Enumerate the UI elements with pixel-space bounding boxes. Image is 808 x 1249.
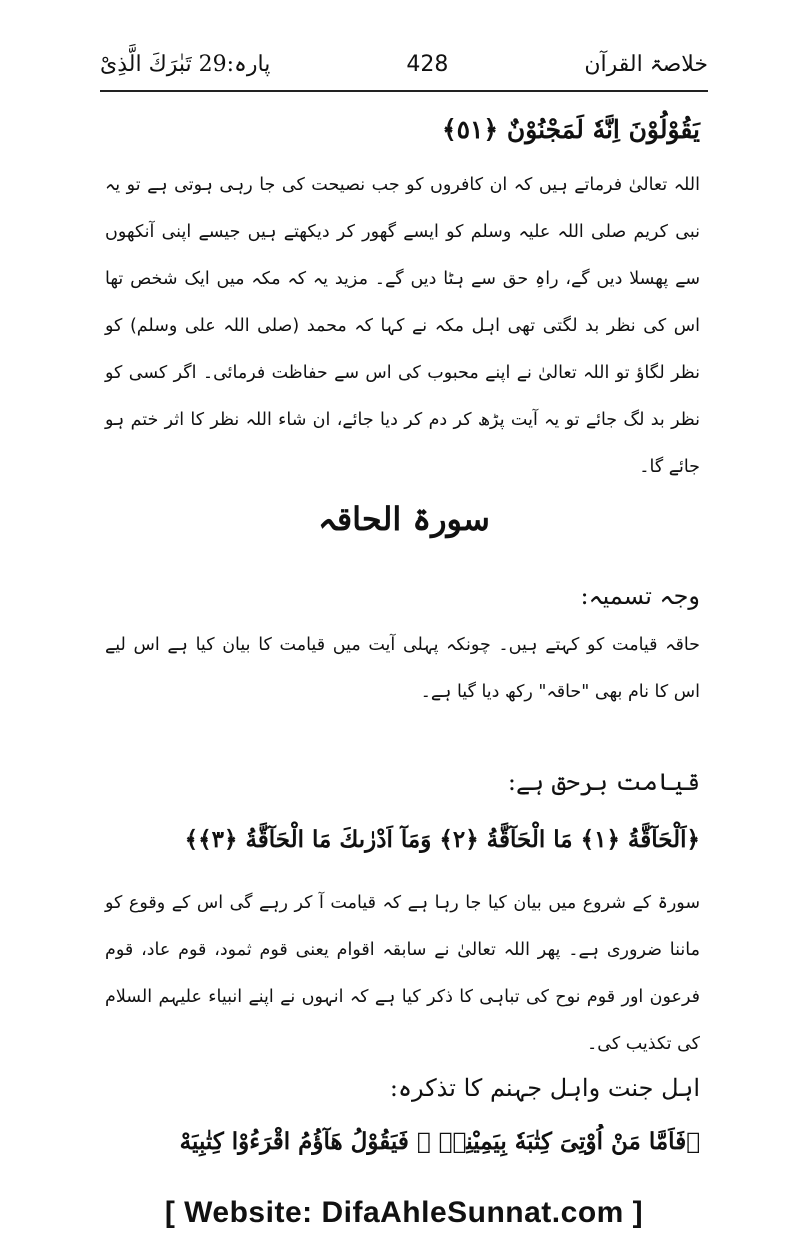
- section-3-heading: اہل جنت واہل جہنم کا تذکرہ:: [389, 1074, 700, 1102]
- section-1-text: حاقہ قیامت کو کہتے ہیں۔ چونکہ پہلی آیت میں قیامت کا بیان کیا ہے اس لیے اس کا نام بھی "حاقہ" رکھ دیا گیا ہے۔: [105, 635, 700, 702]
- paragraph-1: اللہ تعالیٰ فرماتے ہیں کہ ان کافروں کو جب نصیحت کی جا رہی ہوتی ہے تو یہ نبی کریم صلی اللہ علیہ وسلم کو ایسے گھور کر دیکھتے ہیں جیسے اپنی آنکھوں سے پھسلا دیں گے، راہِ حق سے ہٹا دیں گے۔ مزید یہ کہ مکہ میں ایک شخص تھا اس کی نظر بد لگتی تھی اہل مکہ نے کہا کہ محمد (صلی اللہ علی وسلم) کو نظر لگاؤ تو اللہ تعالیٰ نے اپنے محبوب کی اس سے حفاظت فرمائی۔ اگر کسی کو نظر بد لگ جائے تو یہ آیت پڑھ کر دم کر دیا جائے، ان شاء اللہ نظر کا اثر ختم ہو جائے گا۔: [105, 175, 700, 477]
- section-3-ayah: ﴿فَاَمَّا مَنْ اُوْتِىَ كِتٰبَهٗ بِيَمِيْنِهٖ ۙ فَيَقُوْلُ هَآؤُمُ اقْرَءُوْا كِتٰبِيَهْ: [179, 1128, 700, 1155]
- section-1-heading: وجہ تسمیہ:: [580, 582, 700, 610]
- surah-title: سورۃ الحاقہ: [318, 500, 490, 538]
- top-ayah: يَقُوْلُوْنَ اِنَّهٗ لَمَجْنُوْنٌ ﴿٥١﴾: [441, 115, 700, 144]
- section-2-ayah: ﴿اَلْحَآقَّةُ ﴿١﴾ مَا الْحَآقَّةُ ﴿٢﴾ وَمَآ اَدْرٰىكَ مَا الْحَآقَّةُ ﴿٣﴾﴾: [184, 826, 700, 853]
- header-rule: [100, 90, 708, 92]
- page-number: 428: [406, 51, 449, 77]
- section-2-heading: قیامت برحق ہے:: [507, 768, 700, 796]
- page-header: [100, 44, 708, 84]
- section-2-text: سورۃ کے شروع میں بیان کیا جا رہا ہے کہ قیامت آ کر رہے گی اس کے وقوع کو ماننا ضروری ہے۔ پھر اللہ تعالیٰ نے سابقہ اقوام یعنی قوم ثمود، قوم عاد، قوم فرعون اور قوم نوح کی تباہی کا ذکر کیا ہے کہ انہوں نے اپنے انبیاء علیہم السلام کی تکذیب کی۔: [105, 893, 700, 1054]
- para-label: پارہ:29 تَبٰرَكَ الَّذِیْ: [100, 51, 271, 77]
- book-title: خلاصۃ القرآن: [584, 51, 708, 77]
- website-footer: [ Website: DifaAhleSunnat.com ]: [164, 1196, 644, 1229]
